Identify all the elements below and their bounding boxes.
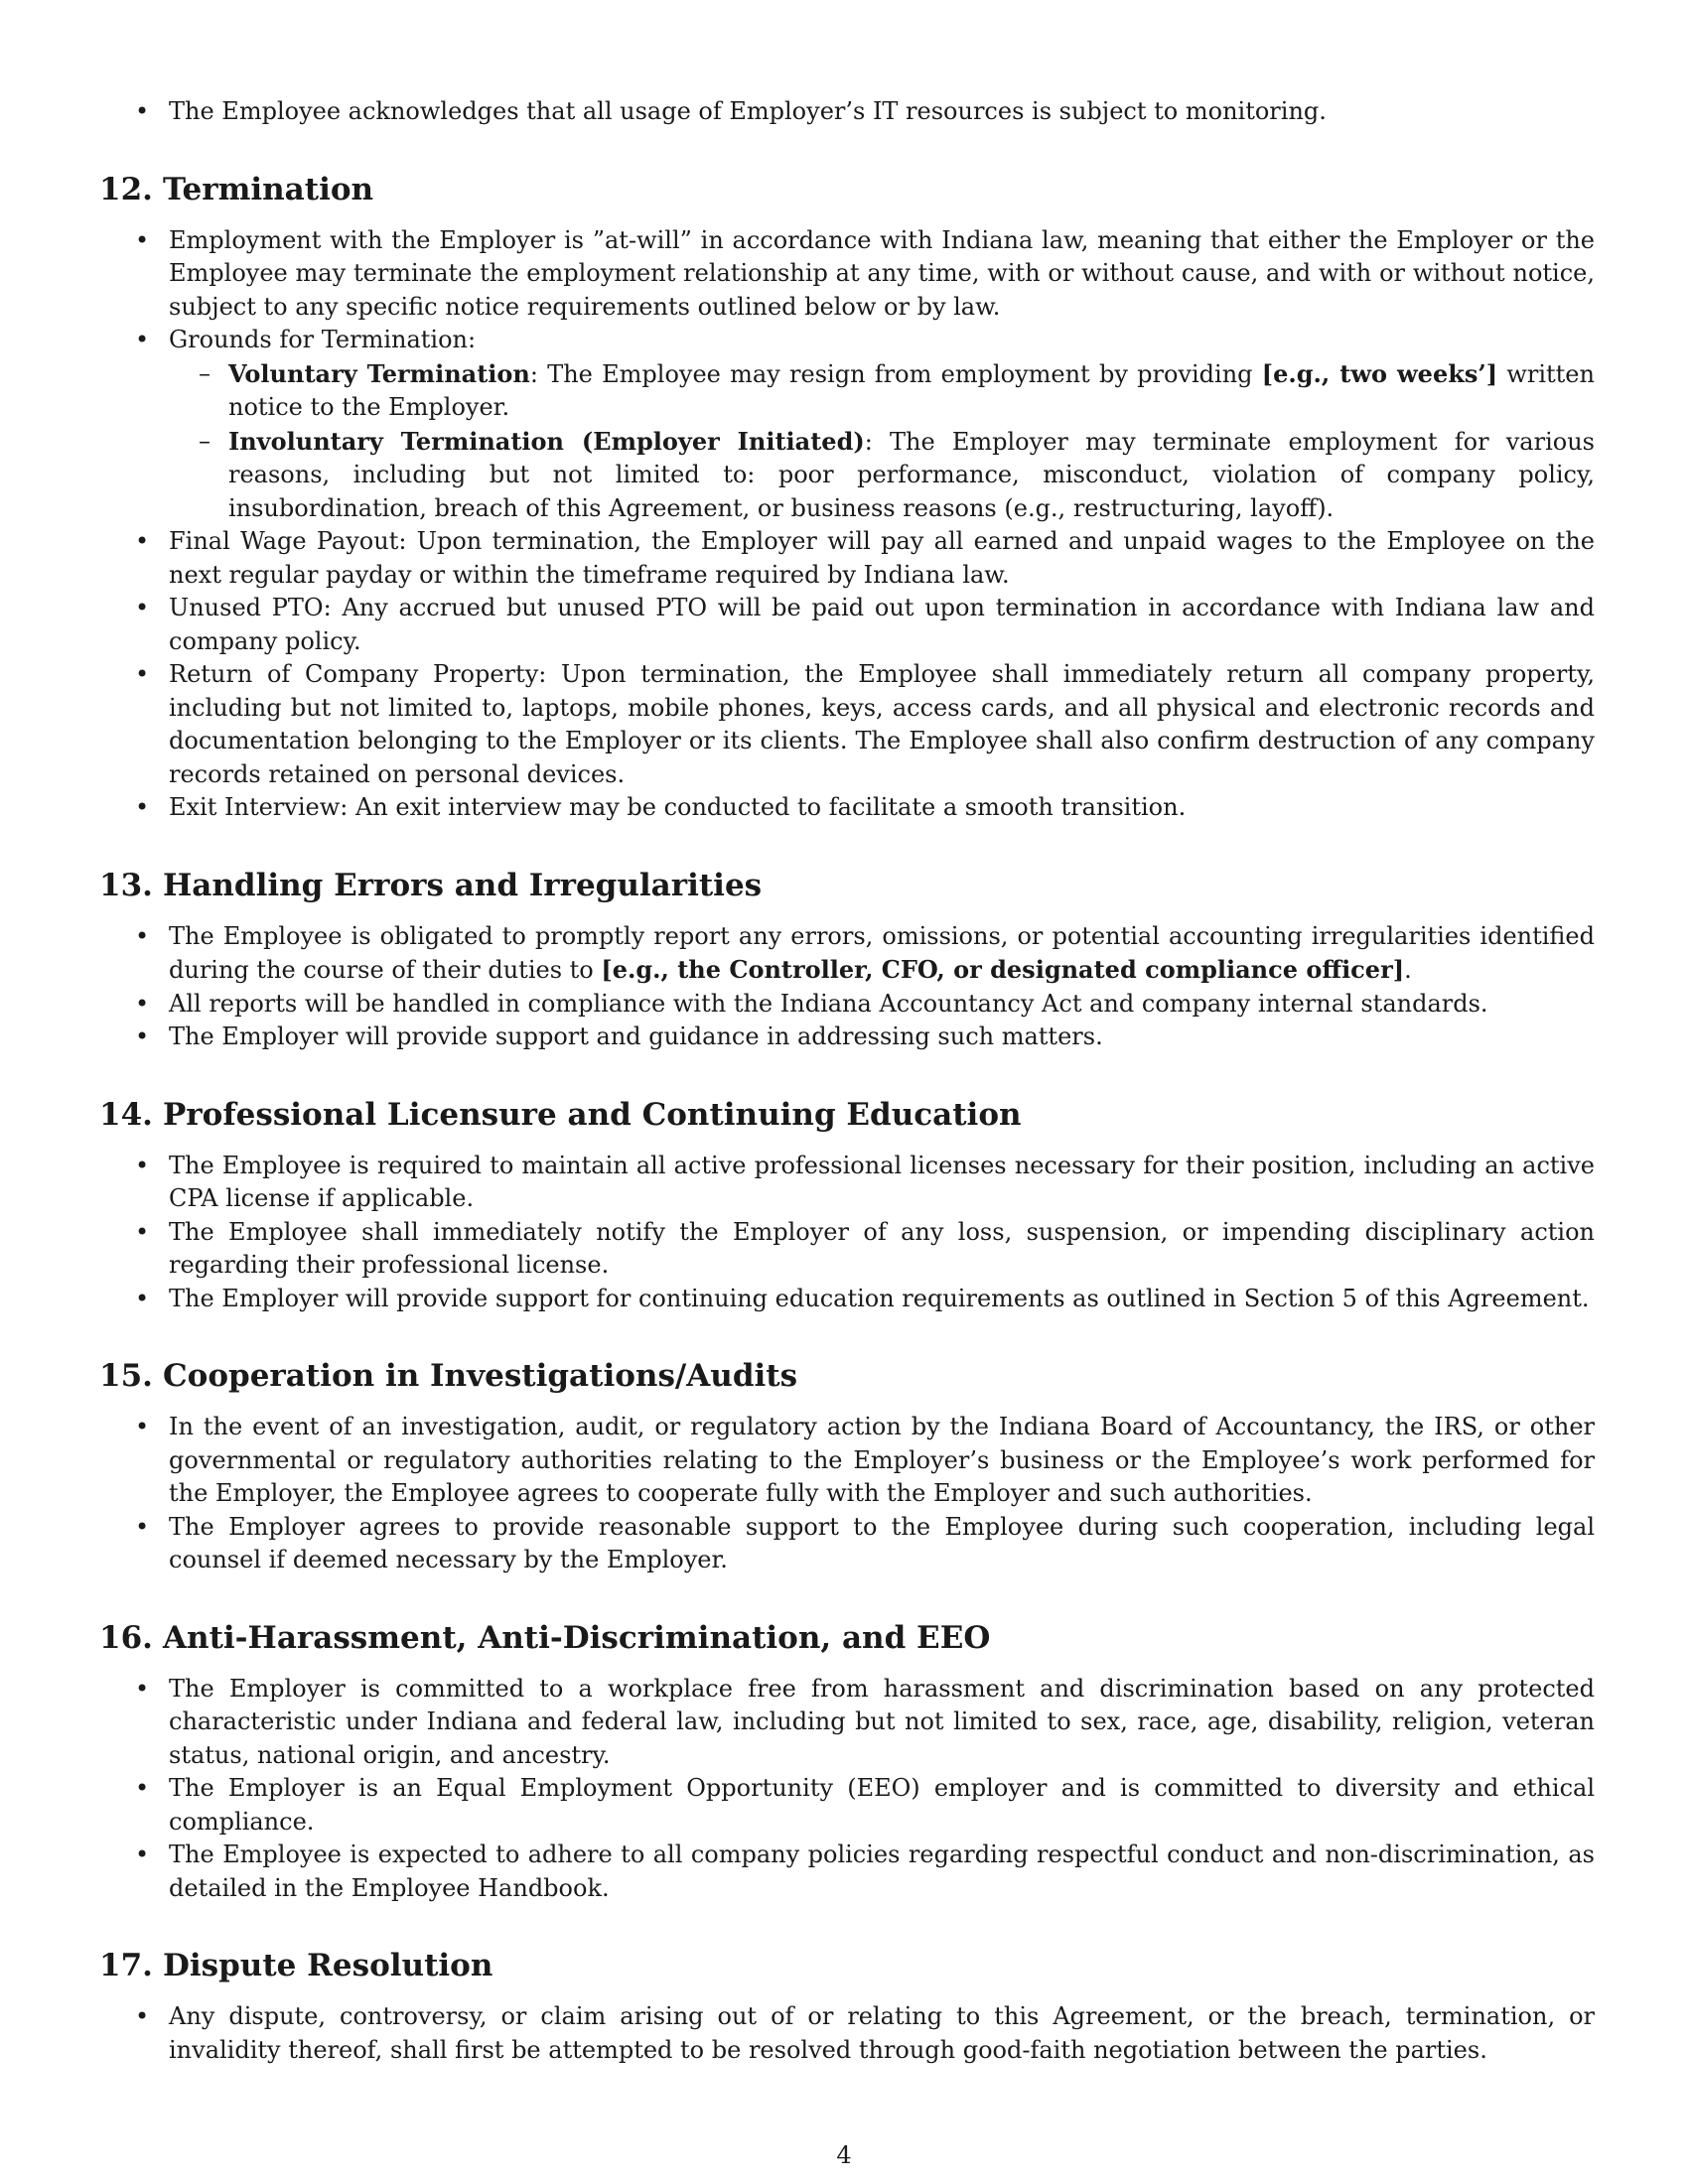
list-item: • The Employee is obligated to promptly report any errors, omissions, or potential accounting irregularities identified during the course of their duties to [e.g., the Controller, CFO, or designated compliance officer]. xyxy=(99,920,1595,988)
list-item: • The Employer will provide support and guidance in addressing such matters. xyxy=(99,1021,1595,1054)
list-item: • The Employee is expected to adhere to all company policies regarding respectful conduct and non-discrimination, as detailed in the Employee Handbook. xyxy=(99,1839,1595,1905)
list-item: • Final Wage Payout: Upon termination, the Employer will pay all earned and unpaid wages to the Employee on the next regular payday or within the timeframe required by Indiana law. xyxy=(99,525,1595,592)
list-item: • All reports will be handled in compliance with the Indiana Accountancy Act and company internal standards. xyxy=(99,988,1595,1022)
section-15-list xyxy=(99,1411,1595,1577)
list-item: • In the event of an investigation, audit, or regulatory action by the Indiana Board of Accountancy, the IRS, or other governmental or regulatory authorities relating to the Employer’s business or the Employee’s work performed for the Employer, the Employee agrees to cooperate fully with the Employer and such authorities. xyxy=(99,1411,1595,1511)
termination-grounds-sublist xyxy=(169,357,1595,526)
list-item: • Exit Interview: An exit interview may be conducted to facilitate a smooth transition. xyxy=(99,791,1595,825)
list-item: • Grounds for Termination: – Voluntary Termination: The Employee may resign from employment by providing [e.g., two weeks’] written notice to the Employer. – Involuntary Termination (Employer Initiated): The Employer may terminate employment for various reasons, including but not limited to: poor performance, misconduct, violation of company policy, insubordination, breach of this Agreement, or business reasons (e.g., restructuring, layoff). xyxy=(99,324,1595,525)
section-13-heading: 13. Handling Errors and Irregularities xyxy=(99,867,763,903)
list-item: • The Employer will provide support for continuing education requirements as outlined in Section 5 of this Agreement. xyxy=(99,1283,1595,1316)
document-page xyxy=(99,95,1595,2067)
list-item: • The Employee is required to maintain all active professional licenses necessary for their position, including an active CPA license if applicable. xyxy=(99,1150,1595,1216)
section-11-continued-list xyxy=(99,95,1595,129)
sublist-item-voluntary: – Voluntary Termination: The Employee may resign from employment by providing [e.g., two weeks’] written notice to the Employer. xyxy=(169,357,1595,425)
list-item: • Unused PTO: Any accrued but unused PTO will be paid out upon termination in accordance with Indiana law and company policy. xyxy=(99,592,1595,658)
list-item: • The Employee acknowledges that all usage of Employer’s IT resources is subject to monitoring. xyxy=(99,95,1595,129)
sublist-item-involuntary: – Involuntary Termination (Employer Initiated): The Employer may terminate employment for various reasons, including but not limited to: poor performance, misconduct, violation of company policy, insubordination, breach of this Agreement, or business reasons (e.g., restructuring, layoff). xyxy=(169,425,1595,526)
list-item: • The Employer is an Equal Employment Opportunity (EEO) employer and is committed to diversity and ethical compliance. xyxy=(99,1772,1595,1839)
list-item: • The Employee shall immediately notify the Employer of any loss, suspension, or impending disciplinary action regarding their professional license. xyxy=(99,1216,1595,1283)
section-13-list xyxy=(99,920,1595,1054)
section-14-heading: 14. Professional Licensure and Continuing Education xyxy=(99,1096,1022,1133)
list-item: • The Employer is committed to a workplace free from harassment and discrimination based on any protected characteristic under Indiana and federal law, including but not limited to sex, race, age, disability, religion, veteran status, national origin, and ancestry. xyxy=(99,1673,1595,1773)
section-15-heading: 15. Cooperation in Investigations/Audits xyxy=(99,1358,798,1394)
section-16-list xyxy=(99,1673,1595,1906)
section-16-heading: 16. Anti-Harassment, Anti-Discrimination, and EEO xyxy=(99,1619,991,1656)
list-item: • Employment with the Employer is ”at-will” in accordance with Indiana law, meaning that either the Employer or the Employee may terminate the employment relationship at any time, with or without cause, and with or without notice, subject to any specific notice requirements outlined below or by law. xyxy=(99,224,1595,325)
section-12-list xyxy=(99,224,1595,825)
list-item: • Any dispute, controversy, or claim arising out of or relating to this Agreement, or the breach, termination, or invalidity thereof, shall first be attempted to be resolved through good-faith negotiation between the parties. xyxy=(99,2000,1595,2067)
list-item: • Return of Company Property: Upon termination, the Employee shall immediately return all company property, including but not limited to, laptops, mobile phones, keys, access cards, and all physical and electronic records and documentation belonging to the Employer or its clients. The Employee shall also confirm destruction of any company records retained on personal devices. xyxy=(99,658,1595,791)
list-item: • The Employer agrees to provide reasonable support to the Employee during such cooperation, including legal counsel if deemed necessary by the Employer. xyxy=(99,1511,1595,1577)
section-17-heading: 17. Dispute Resolution xyxy=(99,1948,493,1983)
section-17-list xyxy=(99,2000,1595,2067)
section-14-list xyxy=(99,1150,1595,1316)
section-12-heading: 12. Termination xyxy=(99,171,374,207)
page-number: 4 xyxy=(836,2141,852,2169)
